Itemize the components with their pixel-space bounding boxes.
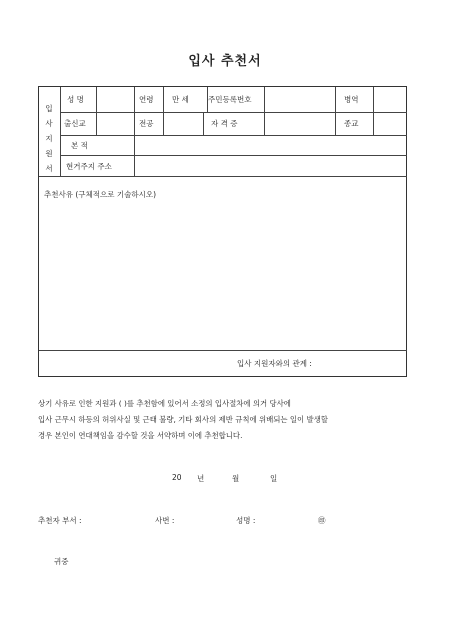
religion-label: 종교 <box>344 119 359 128</box>
recommender-name-label: 성명 : <box>236 516 256 525</box>
military-label: 병역 <box>344 95 359 104</box>
seal-icon: ㊞ <box>318 516 326 525</box>
addressee-label: 귀중 <box>54 557 69 566</box>
resident-number-label: 주민등록번호 <box>208 95 252 104</box>
document-title: 입사 추천서 <box>188 54 262 69</box>
recommender-dept-label: 추천자 부서 : <box>38 516 82 525</box>
major-label: 전공 <box>139 119 154 128</box>
employee-number-label: 사번 : <box>155 516 175 525</box>
date-year: 20 <box>172 473 182 482</box>
date-month-unit: 월 <box>232 474 240 483</box>
applicant-section-label: 입사지원서 <box>45 104 53 173</box>
age-unit-label: 만 세 <box>172 95 189 104</box>
school-label: 출신교 <box>64 119 86 128</box>
relation-label: 입사 지원자와의 관계 : <box>237 359 312 368</box>
reason-label: 추천사유 (구체적으로 기술하시오) <box>44 190 157 199</box>
date-year-unit: 년 <box>197 474 205 483</box>
pledge-line-3: 경우 본인이 연대책임을 감수할 것을 서약하며 이에 추천합니다. <box>38 431 243 440</box>
domicile-label: 본 적 <box>71 141 88 150</box>
recommendation-form-table <box>38 86 407 377</box>
pledge-line-2: 입사 근무시 하등의 허위사실 및 근태 불량, 기타 회사의 제반 규칙에 위배되는 일이 발생할 <box>38 415 328 424</box>
pledge-statement <box>38 396 410 444</box>
qualification-label: 자 격 증 <box>211 119 238 128</box>
pledge-line-1: 상기 사유로 인한 지원과 ( )를 추천함에 있어서 소정의 입사절차에 의거 당사에 <box>38 399 291 408</box>
date-day-unit: 일 <box>270 474 278 483</box>
address-label: 현거주지 주소 <box>66 162 112 171</box>
name-label: 성 명 <box>67 95 84 104</box>
age-label: 연령 <box>139 95 154 104</box>
